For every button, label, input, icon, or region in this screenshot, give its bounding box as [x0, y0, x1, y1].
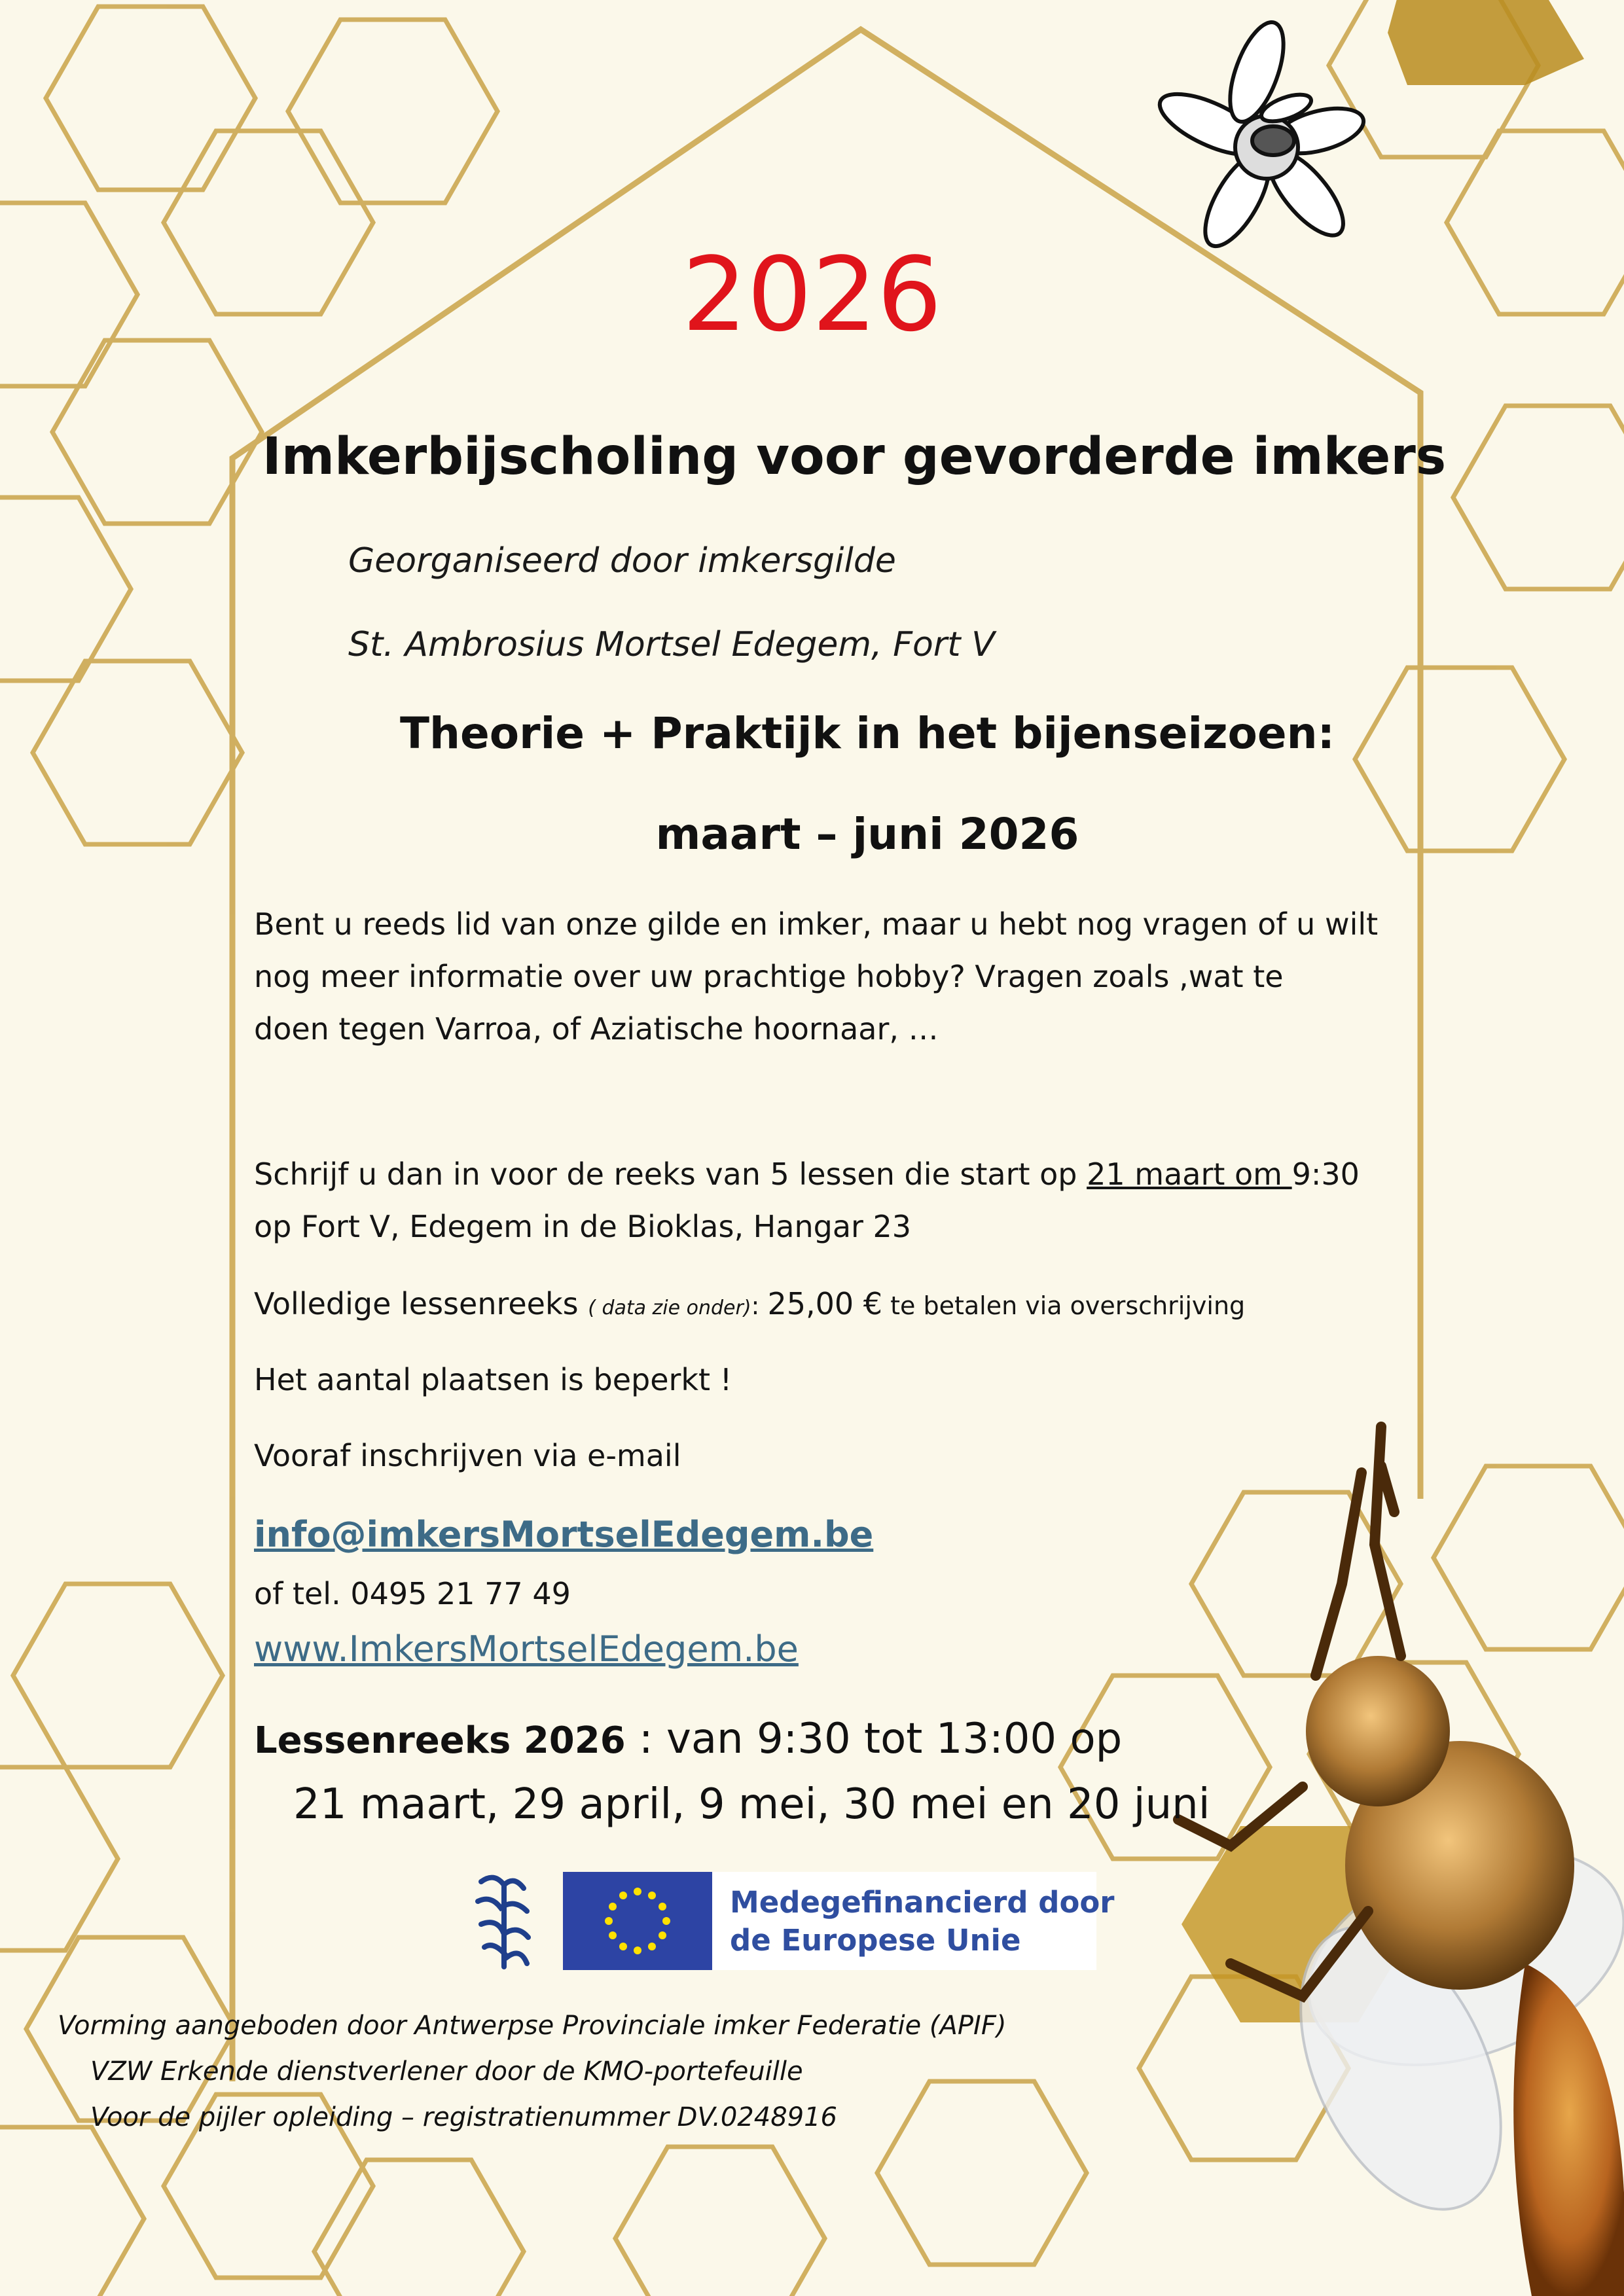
- price-note: ( data zie onder): [588, 1297, 751, 1319]
- price-value: 25,00 €: [767, 1286, 883, 1321]
- schedule-label: Lessenreeks 2026: [254, 1719, 626, 1762]
- start-time: 9:30: [1291, 1157, 1360, 1192]
- flemish-lion-logo: [468, 1869, 540, 1973]
- price-colon: :: [751, 1291, 768, 1320]
- price-line: [254, 1278, 1245, 1335]
- intro-line-3: doen tegen Varroa, of Aziatische hoornaar, …: [254, 1011, 939, 1047]
- signup-line-1: [254, 1148, 1360, 1200]
- page-title: Imkerbijscholing voor gevorderde imkers: [262, 427, 1447, 486]
- year-heading: 2026: [681, 235, 942, 354]
- schedule-line: [254, 1710, 1122, 1770]
- eu-funding-line-2: de Europese Unie: [730, 1923, 1021, 1958]
- price-payment: te betalen via overschrijving: [882, 1291, 1246, 1320]
- period: maart – juni 2026: [655, 809, 1079, 859]
- footer-line-2: VZW Erkende dienstverlener door de KMO-portefeuille: [90, 2056, 803, 2087]
- footer-line-1: Vorming aangeboden door Antwerpse Provinciale imker Federatie (APIF): [58, 2011, 1007, 2041]
- eu-funding-text: [730, 1884, 1114, 1960]
- limited-seats: Het aantal plaatsen is beperkt !: [254, 1362, 732, 1397]
- eu-funding-line-1: Medegefinancierd door: [730, 1885, 1115, 1920]
- intro-line-2: nog meer informatie over uw prachtige hobby? Vragen zoals ,wat te: [254, 959, 1284, 994]
- website-link[interactable]: www.ImkersMortselEdegem.be: [254, 1628, 799, 1670]
- email-link[interactable]: info@imkersMortselEdegem.be: [254, 1514, 874, 1555]
- subtitle: Theorie + Praktijk in het bijenseizoen:: [400, 708, 1335, 759]
- phone-number: of tel. 0495 21 77 49: [254, 1576, 571, 1611]
- start-date: 21 maart om: [1087, 1157, 1292, 1192]
- organizer-line-1: Georganiseerd door imkersgilde: [348, 541, 896, 581]
- schedule-dates: 21 maart, 29 april, 9 mei, 30 mei en 20 juni: [293, 1780, 1210, 1829]
- signup-text: Schrijf u dan in voor de reeks van 5 lessen die start op: [254, 1157, 1087, 1192]
- intro-line-1: Bent u reeds lid van onze gilde en imker, maar u hebt nog vragen of u wilt: [254, 906, 1379, 942]
- schedule-hours: : van 9:30 tot 13:00 op: [625, 1715, 1123, 1763]
- organizer-line-2: St. Ambrosius Mortsel Edegem, Fort V: [348, 625, 995, 664]
- signup-line-2: op Fort V, Edegem in de Bioklas, Hangar 23: [254, 1209, 912, 1244]
- eu-funding-badge: [563, 1872, 1115, 1970]
- register-instructions: Vooraf inschrijven via e-mail: [254, 1438, 681, 1473]
- eu-flag-icon: [563, 1872, 712, 1970]
- footer-line-3: Voor de pijler opleiding – registratienummer DV.0248916: [90, 2102, 837, 2132]
- price-label: Volledige lessenreeks: [254, 1286, 588, 1321]
